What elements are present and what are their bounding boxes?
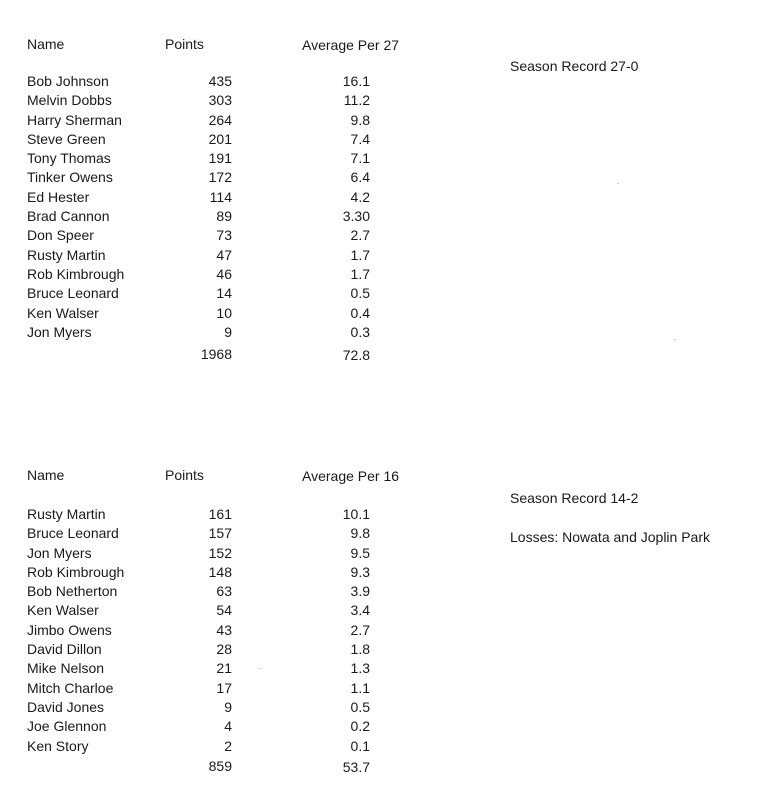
player-points: 14 bbox=[216, 285, 232, 302]
player-name: Brad Cannon bbox=[27, 208, 110, 225]
player-name: Jon Myers bbox=[27, 323, 92, 340]
table-row bbox=[0, 583, 770, 602]
header-average: Average Per 27 bbox=[302, 37, 400, 53]
player-points: 172 bbox=[208, 169, 232, 186]
player-points: 17 bbox=[216, 679, 232, 696]
player-points: 191 bbox=[208, 150, 232, 167]
player-average: 6.4 bbox=[350, 169, 370, 186]
player-points: 63 bbox=[216, 583, 232, 600]
player-points: 54 bbox=[216, 602, 232, 619]
player-average: 0.2 bbox=[350, 718, 370, 735]
player-points: 114 bbox=[209, 188, 232, 205]
table-row bbox=[0, 718, 770, 737]
table-row bbox=[0, 73, 770, 92]
scan-speck bbox=[259, 668, 261, 669]
player-points: 152 bbox=[208, 544, 232, 561]
table-row bbox=[0, 189, 770, 208]
player-name: David Dillon bbox=[27, 641, 102, 658]
player-name: Ken Walser bbox=[27, 602, 99, 619]
player-points: 28 bbox=[216, 641, 232, 658]
player-name: Rob Kimbrough bbox=[27, 265, 125, 282]
player-name: Melvin Dobbs bbox=[27, 92, 112, 109]
total-average: 53.7 bbox=[342, 759, 370, 775]
season-record: Season Record 14-2 bbox=[510, 490, 639, 506]
table-row bbox=[0, 545, 770, 564]
table-row bbox=[0, 285, 770, 304]
player-points: 2 bbox=[224, 737, 232, 754]
player-average: 2.7 bbox=[350, 227, 370, 244]
table-row bbox=[0, 227, 770, 246]
player-name: David Jones bbox=[27, 698, 105, 715]
table-row bbox=[0, 680, 770, 699]
player-name: Don Speer bbox=[27, 227, 94, 244]
player-name: Jimbo Owens bbox=[27, 621, 112, 638]
table-row bbox=[0, 564, 770, 583]
player-points: 201 bbox=[208, 130, 232, 147]
player-points: 47 bbox=[216, 246, 232, 263]
player-average: 1.8 bbox=[350, 641, 370, 658]
player-name: Rob Kimbrough bbox=[27, 563, 125, 580]
header-name: Name bbox=[27, 36, 65, 52]
player-name: Ken Walser bbox=[27, 304, 99, 321]
table-row bbox=[0, 150, 770, 169]
player-name: Tony Thomas bbox=[27, 150, 111, 167]
table-row bbox=[0, 525, 770, 544]
player-average: 16.1 bbox=[342, 73, 370, 89]
player-average: 1.3 bbox=[350, 660, 370, 677]
player-name: Mike Nelson bbox=[27, 660, 105, 677]
player-points: 161 bbox=[208, 506, 232, 522]
scan-speck bbox=[674, 339, 676, 340]
player-points: 264 bbox=[208, 111, 232, 128]
player-average: 9.5 bbox=[350, 544, 370, 561]
header-average: Average Per 16 bbox=[302, 468, 400, 484]
player-average: 3.30 bbox=[342, 208, 370, 225]
total-points: 859 bbox=[208, 758, 232, 774]
player-average: 4.2 bbox=[350, 188, 370, 205]
player-points: 4 bbox=[224, 718, 232, 735]
player-name: Bob Johnson bbox=[27, 73, 109, 89]
total-points: 1968 bbox=[200, 346, 232, 362]
table-row bbox=[0, 699, 770, 718]
table-row bbox=[0, 208, 770, 227]
player-name: Ed Hester bbox=[27, 188, 90, 205]
player-average: 7.4 bbox=[350, 130, 370, 147]
player-points: 9 bbox=[224, 323, 232, 340]
player-average: 0.1 bbox=[350, 737, 370, 754]
player-average: 0.5 bbox=[350, 285, 370, 302]
header-points: Points bbox=[165, 36, 204, 52]
table-row bbox=[0, 112, 770, 131]
season-record: Season Record 27-0 bbox=[510, 58, 639, 74]
player-average: 2.7 bbox=[350, 621, 370, 638]
player-average: 3.9 bbox=[350, 583, 370, 600]
player-points: 157 bbox=[208, 525, 232, 542]
header-name: Name bbox=[27, 467, 65, 483]
player-name: Mitch Charloe bbox=[27, 679, 114, 696]
table-row bbox=[0, 622, 770, 641]
player-name: Bruce Leonard bbox=[27, 525, 119, 542]
table-row bbox=[0, 641, 770, 660]
player-average: 0.4 bbox=[350, 304, 370, 321]
header-points: Points bbox=[165, 467, 204, 483]
player-points: 148 bbox=[208, 563, 232, 580]
player-name: Tinker Owens bbox=[27, 169, 113, 186]
player-points: 46 bbox=[216, 265, 232, 282]
losses-note: Losses: Nowata and Joplin Park bbox=[510, 529, 710, 545]
player-average: 0.3 bbox=[350, 323, 370, 340]
player-name: Bruce Leonard bbox=[27, 285, 119, 302]
player-average: 11.2 bbox=[343, 92, 370, 109]
table-row bbox=[0, 92, 770, 111]
total-average: 72.8 bbox=[342, 347, 370, 363]
player-name: Harry Sherman bbox=[27, 111, 122, 128]
table-row bbox=[0, 738, 770, 757]
player-average: 1.1 bbox=[350, 679, 370, 696]
player-name: Steve Green bbox=[27, 130, 106, 147]
player-name: Rusty Martin bbox=[27, 506, 106, 522]
player-name: Jon Myers bbox=[27, 544, 92, 561]
player-points: 303 bbox=[208, 92, 232, 109]
player-points: 10 bbox=[216, 304, 232, 321]
player-average: 9.3 bbox=[350, 563, 370, 580]
table-row bbox=[0, 506, 770, 525]
player-average: 3.4 bbox=[350, 602, 370, 619]
player-average: 7.1 bbox=[350, 150, 370, 167]
player-name: Ken Story bbox=[27, 737, 89, 754]
player-name: Bob Netherton bbox=[27, 583, 118, 600]
table-row bbox=[0, 660, 770, 679]
player-points: 73 bbox=[216, 227, 232, 244]
player-average: 9.8 bbox=[350, 111, 370, 128]
table-row bbox=[0, 266, 770, 285]
player-rows bbox=[0, 506, 770, 757]
player-name: Joe Glennon bbox=[27, 718, 107, 735]
table-row bbox=[0, 131, 770, 150]
player-average: 10.1 bbox=[342, 506, 370, 522]
table-row bbox=[0, 169, 770, 188]
player-average: 0.5 bbox=[350, 698, 370, 715]
table-row bbox=[0, 305, 770, 324]
player-average: 1.7 bbox=[350, 265, 370, 282]
player-points: 21 bbox=[216, 660, 232, 677]
table-row bbox=[0, 602, 770, 621]
player-name: Rusty Martin bbox=[27, 246, 106, 263]
scan-speck bbox=[617, 183, 619, 184]
player-points: 89 bbox=[216, 208, 232, 225]
player-points: 9 bbox=[224, 698, 232, 715]
player-average: 1.7 bbox=[350, 246, 370, 263]
table-row bbox=[0, 324, 770, 343]
player-average: 9.8 bbox=[350, 525, 370, 542]
player-points: 43 bbox=[216, 621, 232, 638]
table-row bbox=[0, 247, 770, 266]
player-rows bbox=[0, 73, 770, 343]
player-points: 435 bbox=[208, 73, 232, 89]
